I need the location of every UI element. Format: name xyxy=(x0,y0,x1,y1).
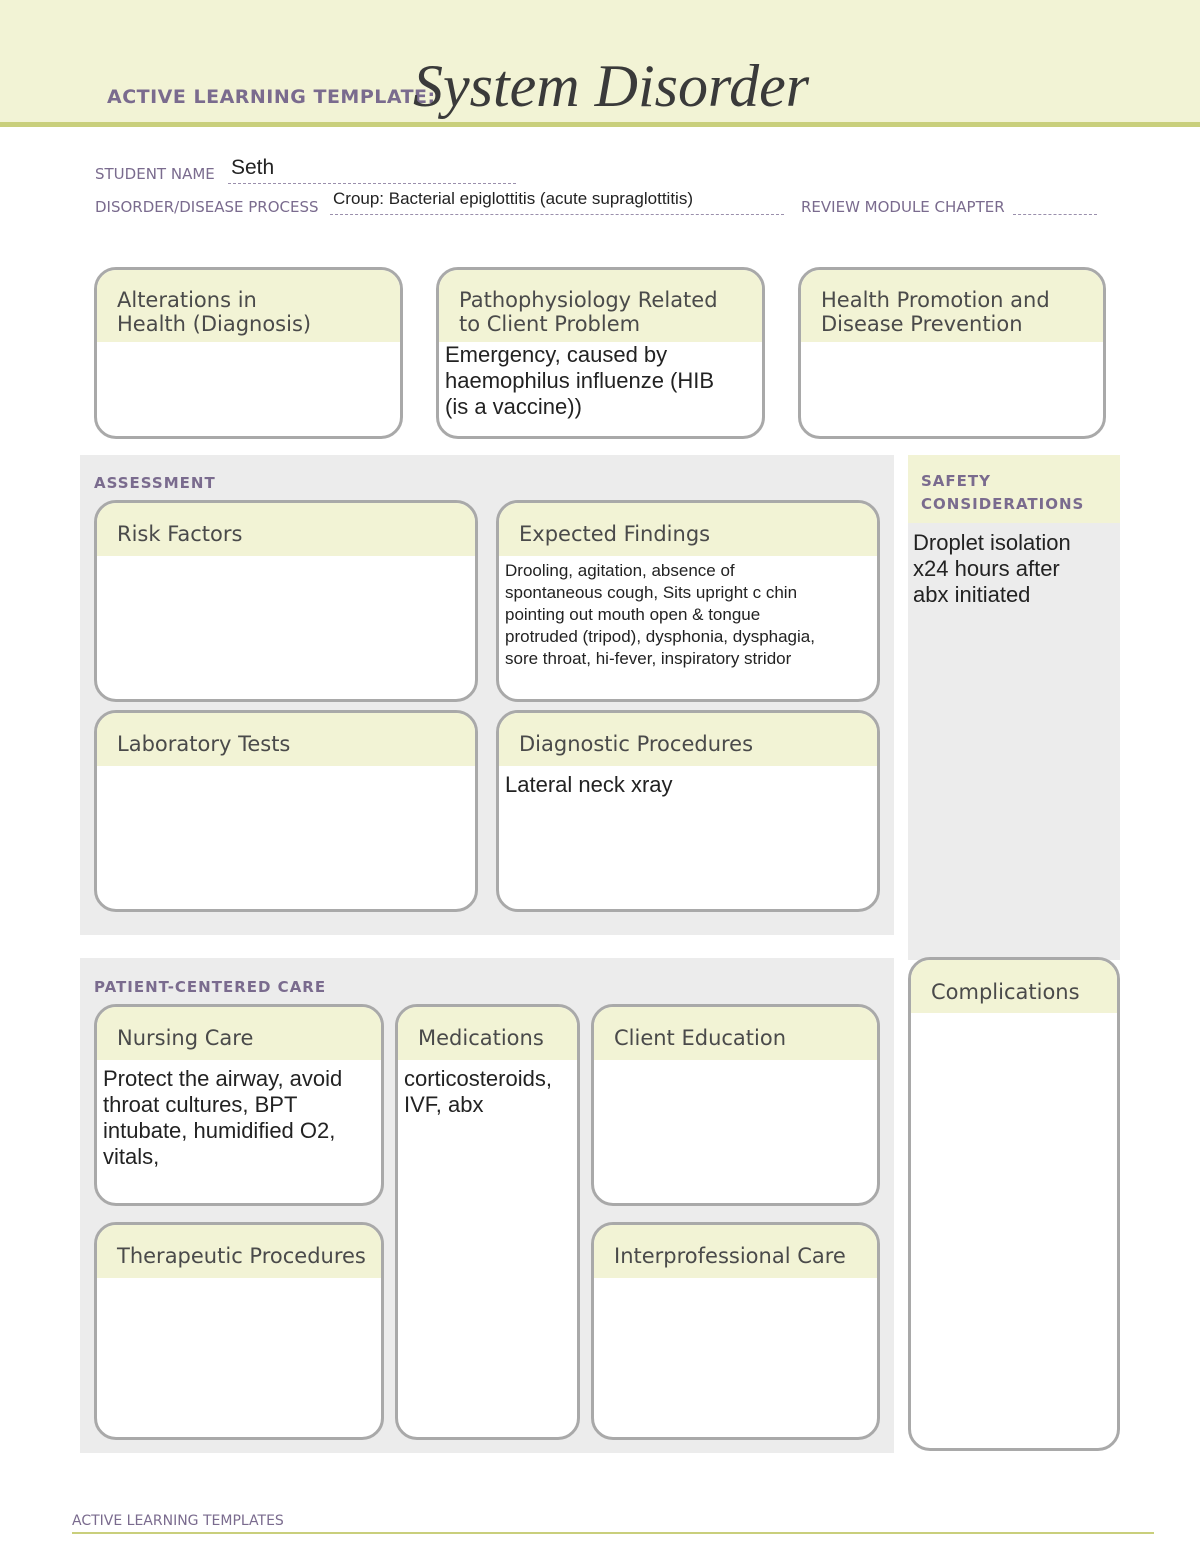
client-education-body[interactable] xyxy=(594,1060,877,1068)
alterations-body[interactable] xyxy=(97,342,400,350)
complications-box xyxy=(908,957,1120,1451)
therapeutic-procedures-box xyxy=(94,1222,384,1440)
template-title: System Disorder xyxy=(413,53,810,119)
expected-findings-box xyxy=(496,500,880,702)
risk-factors-box xyxy=(94,500,478,702)
student-name-field[interactable]: Seth xyxy=(231,156,275,179)
expected-findings-title: Expected Findings xyxy=(499,503,877,556)
footer-text: ACTIVE LEARNING TEMPLATES xyxy=(72,1513,284,1529)
pathophysiology-title: Pathophysiology Related to Client Problem xyxy=(439,270,762,342)
therapeutic-procedures-body[interactable] xyxy=(97,1278,381,1286)
disorder-label: DISORDER/DISEASE PROCESS xyxy=(95,198,319,216)
risk-factors-title: Risk Factors xyxy=(97,503,475,556)
diagnostic-procedures-title: Diagnostic Procedures xyxy=(499,713,877,766)
footer-divider xyxy=(72,1532,1154,1534)
therapeutic-procedures-title: Therapeutic Procedures xyxy=(97,1225,381,1278)
safety-label: SAFETY CONSIDERATIONS xyxy=(921,472,1085,513)
medications-box xyxy=(395,1004,580,1440)
client-education-box xyxy=(591,1004,880,1206)
medications-body[interactable]: corticosteroids, IVF, abx xyxy=(404,1066,552,1117)
safety-body[interactable]: Droplet isolation x24 hours after abx initiated xyxy=(913,530,1071,607)
pathophysiology-box xyxy=(436,267,765,439)
laboratory-tests-box xyxy=(94,710,478,912)
health-promotion-box xyxy=(798,267,1106,439)
pathophysiology-body[interactable]: Emergency, caused by haemophilus influenze (HIB (is a vaccine)) xyxy=(445,342,715,419)
complications-body[interactable] xyxy=(911,1013,1117,1021)
alterations-title: Alterations in Health (Diagnosis) xyxy=(97,270,400,342)
risk-factors-body[interactable] xyxy=(97,556,475,564)
header-divider xyxy=(0,122,1200,127)
alterations-box xyxy=(94,267,403,439)
student-name-label: STUDENT NAME xyxy=(95,165,215,183)
nursing-care-body[interactable]: Protect the airway, avoid throat cultures, BPT intubate, humidified O2, vitals, xyxy=(103,1066,343,1169)
expected-findings-body[interactable]: Drooling, agitation, absence of spontaneous cough, Sits upright c chin pointing out mouth open & tongue protruded (tripod), dysphonia, dysphagia, sore throat, hi-fever, inspiratory stridor xyxy=(505,561,815,668)
diagnostic-procedures-body[interactable]: Lateral neck xray xyxy=(505,772,673,797)
health-promotion-title: Health Promotion and Disease Prevention xyxy=(801,270,1103,342)
nursing-care-title: Nursing Care xyxy=(97,1007,381,1060)
laboratory-tests-body[interactable] xyxy=(97,766,475,774)
interprofessional-care-title: Interprofessional Care xyxy=(594,1225,877,1278)
laboratory-tests-title: Laboratory Tests xyxy=(97,713,475,766)
template-label: ACTIVE LEARNING TEMPLATE: xyxy=(107,86,436,108)
complications-title: Complications xyxy=(911,960,1117,1013)
assessment-label: ASSESSMENT xyxy=(94,474,216,492)
disorder-field[interactable]: Croup: Bacterial epiglottitis (acute supraglottitis) xyxy=(333,189,693,208)
patient-care-label: PATIENT-CENTERED CARE xyxy=(94,978,327,996)
health-promotion-body[interactable] xyxy=(801,342,1103,350)
interprofessional-care-body[interactable] xyxy=(594,1278,877,1286)
nursing-care-box xyxy=(94,1004,384,1206)
review-module-field[interactable] xyxy=(1013,198,1097,215)
interprofessional-care-box xyxy=(591,1222,880,1440)
medications-title: Medications xyxy=(398,1007,577,1060)
client-education-title: Client Education xyxy=(594,1007,877,1060)
review-module-label: REVIEW MODULE CHAPTER xyxy=(801,198,1005,216)
diagnostic-procedures-box xyxy=(496,710,880,912)
